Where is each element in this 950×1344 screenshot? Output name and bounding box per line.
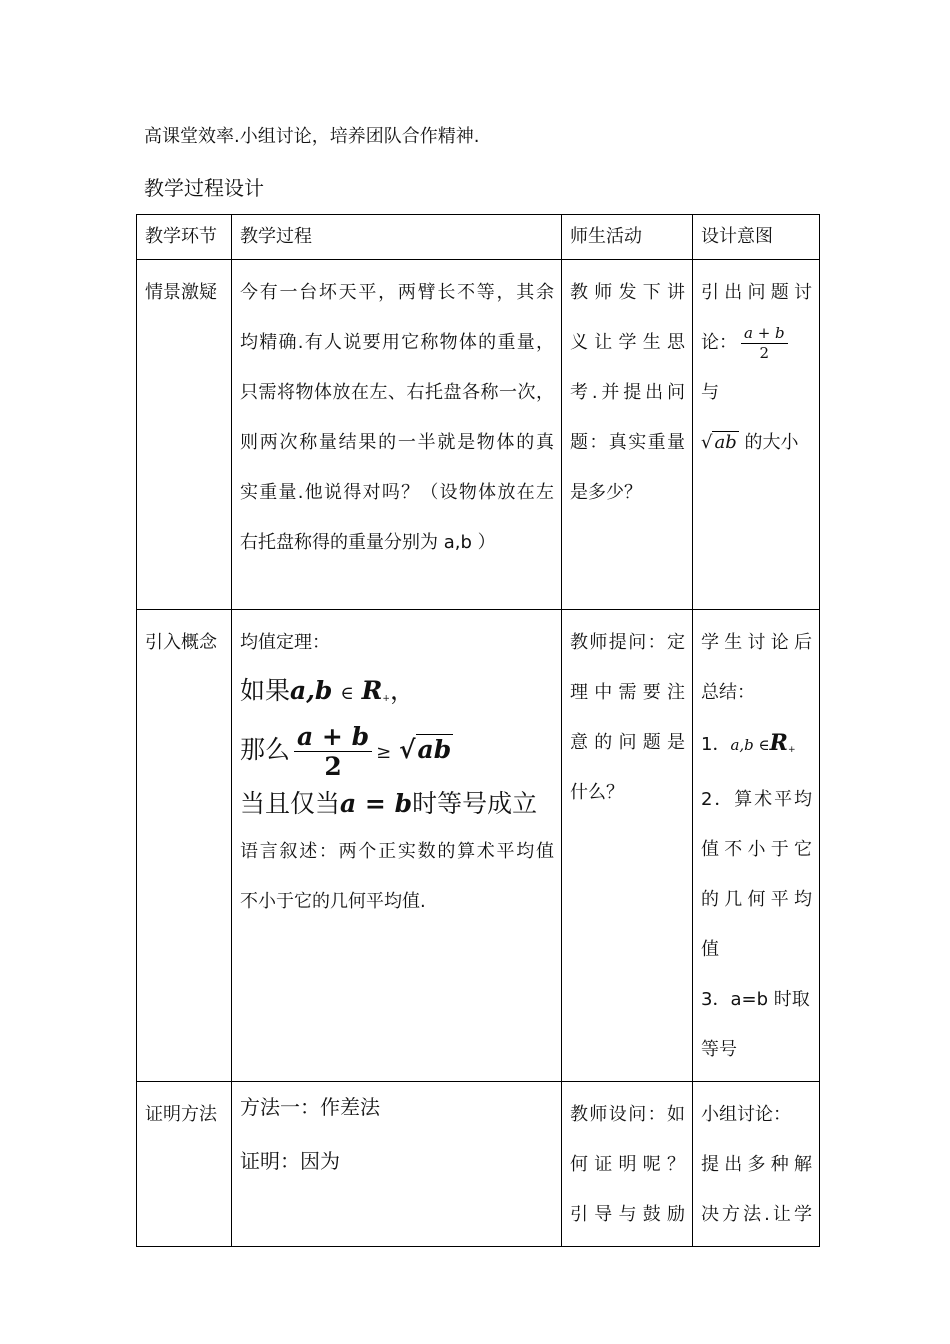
fraction-denominator: 2 xyxy=(759,343,770,362)
row1-process-line: 则两次称量结果的一半就是物体的真 xyxy=(240,432,554,453)
fraction-a-plus-b-over-2 xyxy=(741,323,788,362)
math-text: 时等号成立 xyxy=(412,789,538,818)
sqrt-ab: √ab xyxy=(399,735,452,764)
row1-activity-line: 教师发下讲 xyxy=(570,282,685,303)
fraction-a-plus-b-over-2 xyxy=(294,724,372,779)
table-header-row xyxy=(137,215,820,260)
math-text: 当且仅当 xyxy=(240,789,341,818)
row2-intent-line: 值 xyxy=(701,939,719,960)
header-process: 教学过程 xyxy=(232,215,562,260)
table-row xyxy=(137,610,820,1082)
row3-activity-line: 引导与鼓励 xyxy=(570,1204,685,1225)
table-row xyxy=(137,260,820,610)
math-in: ∈ xyxy=(340,683,354,704)
math-comma: ， xyxy=(389,676,415,705)
row1-process-line: 右托盘称得的重量分别为 a,b ） xyxy=(240,532,496,553)
row2-activity-line: 意的问题是 xyxy=(570,732,685,753)
row3-stage: 证明方法 xyxy=(137,1082,232,1247)
row2-intent-line: 3．a=b 时取 xyxy=(701,989,810,1010)
math-var: a,b xyxy=(290,676,333,705)
row3-activity-line: 何证明呢？ xyxy=(570,1154,685,1175)
intro-line: 高课堂效率.小组讨论，培养团队合作精神. xyxy=(144,126,480,147)
sqrt-radicand: ab xyxy=(714,432,737,453)
row1-activity-line: 义让学生思 xyxy=(570,332,685,353)
row2-intent-line: 值不小于它 xyxy=(701,839,812,860)
row3-process-line: 方法一：作差法 xyxy=(240,1095,380,1119)
table-row xyxy=(137,1082,820,1247)
row2-intent-line: 总结： xyxy=(701,682,755,703)
row2-intent-line: 的几何平均 xyxy=(701,889,812,910)
row1-activity-line: 题：真实重量 xyxy=(570,432,685,453)
row3-intent xyxy=(693,1082,820,1247)
row3-intent-line: 小组讨论： xyxy=(701,1104,791,1125)
row3-intent-line: 提出多种解 xyxy=(701,1154,812,1175)
math-var: a = b xyxy=(340,789,413,818)
fraction-numerator: a + b xyxy=(294,724,372,752)
math-set: R xyxy=(361,676,383,705)
sqrt-radicand: ab xyxy=(417,735,452,764)
row3-activity-line: 教师设问：如 xyxy=(570,1104,685,1125)
row3-intent-line: 决方法.让学 xyxy=(701,1204,812,1225)
math-sub: + xyxy=(787,745,796,755)
row1-process-line: 均精确.有人说要用它称物体的重量， xyxy=(240,332,554,353)
sqrt-ab: √ ab xyxy=(701,432,737,453)
row2-activity-line: 理中需要注 xyxy=(570,682,685,703)
row1-stage: 情景激疑 xyxy=(137,260,232,610)
row1-process-line: 只需将物体放在左、右托盘各称一次， xyxy=(240,382,554,403)
header-activity: 师生活动 xyxy=(562,215,693,260)
item-number: 1． xyxy=(701,734,731,755)
theorem-statement: 语言叙述：两个正实数的算术平均值 xyxy=(240,841,554,862)
math-text: 如果 xyxy=(240,676,291,705)
row1-intent xyxy=(693,260,820,610)
row1-process-line: 实重量.他说得对吗？（设物体放在左 xyxy=(240,482,554,503)
row2-activity-line: 什么？ xyxy=(570,782,624,803)
theorem-line-iff xyxy=(240,781,554,827)
row1-intent-formula xyxy=(701,318,812,418)
intent-suffix: 的大小 xyxy=(744,432,799,453)
row1-activity-line: 是多少？ xyxy=(570,482,642,503)
math-text: 那么 xyxy=(240,735,291,764)
section-title: 教学过程设计 xyxy=(144,176,264,200)
fraction-denominator: 2 xyxy=(324,752,342,781)
row1-process-line: 今有一台坏天平，两臂长不等，其余 xyxy=(240,282,554,303)
row3-activity xyxy=(562,1082,693,1247)
row1-intent-line xyxy=(701,418,812,468)
row2-intent xyxy=(693,610,820,1082)
math-var: a,b ∈ xyxy=(730,736,770,754)
fraction-numerator: a + b xyxy=(741,326,788,344)
row2-intent-item1 xyxy=(701,718,812,775)
theorem-statement: 不小于它的几何平均值. xyxy=(240,891,426,912)
theorem-line-if xyxy=(240,668,554,722)
row2-intent-line: 等号 xyxy=(701,1039,737,1060)
header-stage: 教学环节 xyxy=(137,215,232,260)
row1-activity-line: 考.并提出问 xyxy=(570,382,685,403)
header-intent: 设计意图 xyxy=(693,215,820,260)
row3-process-line: 证明：因为 xyxy=(240,1149,340,1173)
row1-intent-line: 引出问题讨 xyxy=(701,282,812,303)
theorem-lead: 均值定理： xyxy=(240,632,330,653)
row1-activity xyxy=(562,260,693,610)
lesson-plan-table xyxy=(136,214,820,1247)
intent-prefix: 论： xyxy=(701,332,737,353)
row2-process xyxy=(232,610,562,1082)
math-sub: + xyxy=(382,694,390,704)
row2-intent-line: 学生讨论后 xyxy=(701,632,812,653)
math-set: R xyxy=(769,730,788,756)
math-geq: ≥ xyxy=(376,742,392,763)
row2-stage: 引入概念 xyxy=(137,610,232,1082)
row3-process xyxy=(232,1082,562,1247)
row2-activity xyxy=(562,610,693,1082)
row1-process xyxy=(232,260,562,610)
row2-activity-line: 教师提问：定 xyxy=(570,632,685,653)
theorem-line-then xyxy=(240,722,554,781)
intent-and: 与 xyxy=(701,382,719,403)
row2-intent-line: 2．算术平均 xyxy=(701,789,812,810)
